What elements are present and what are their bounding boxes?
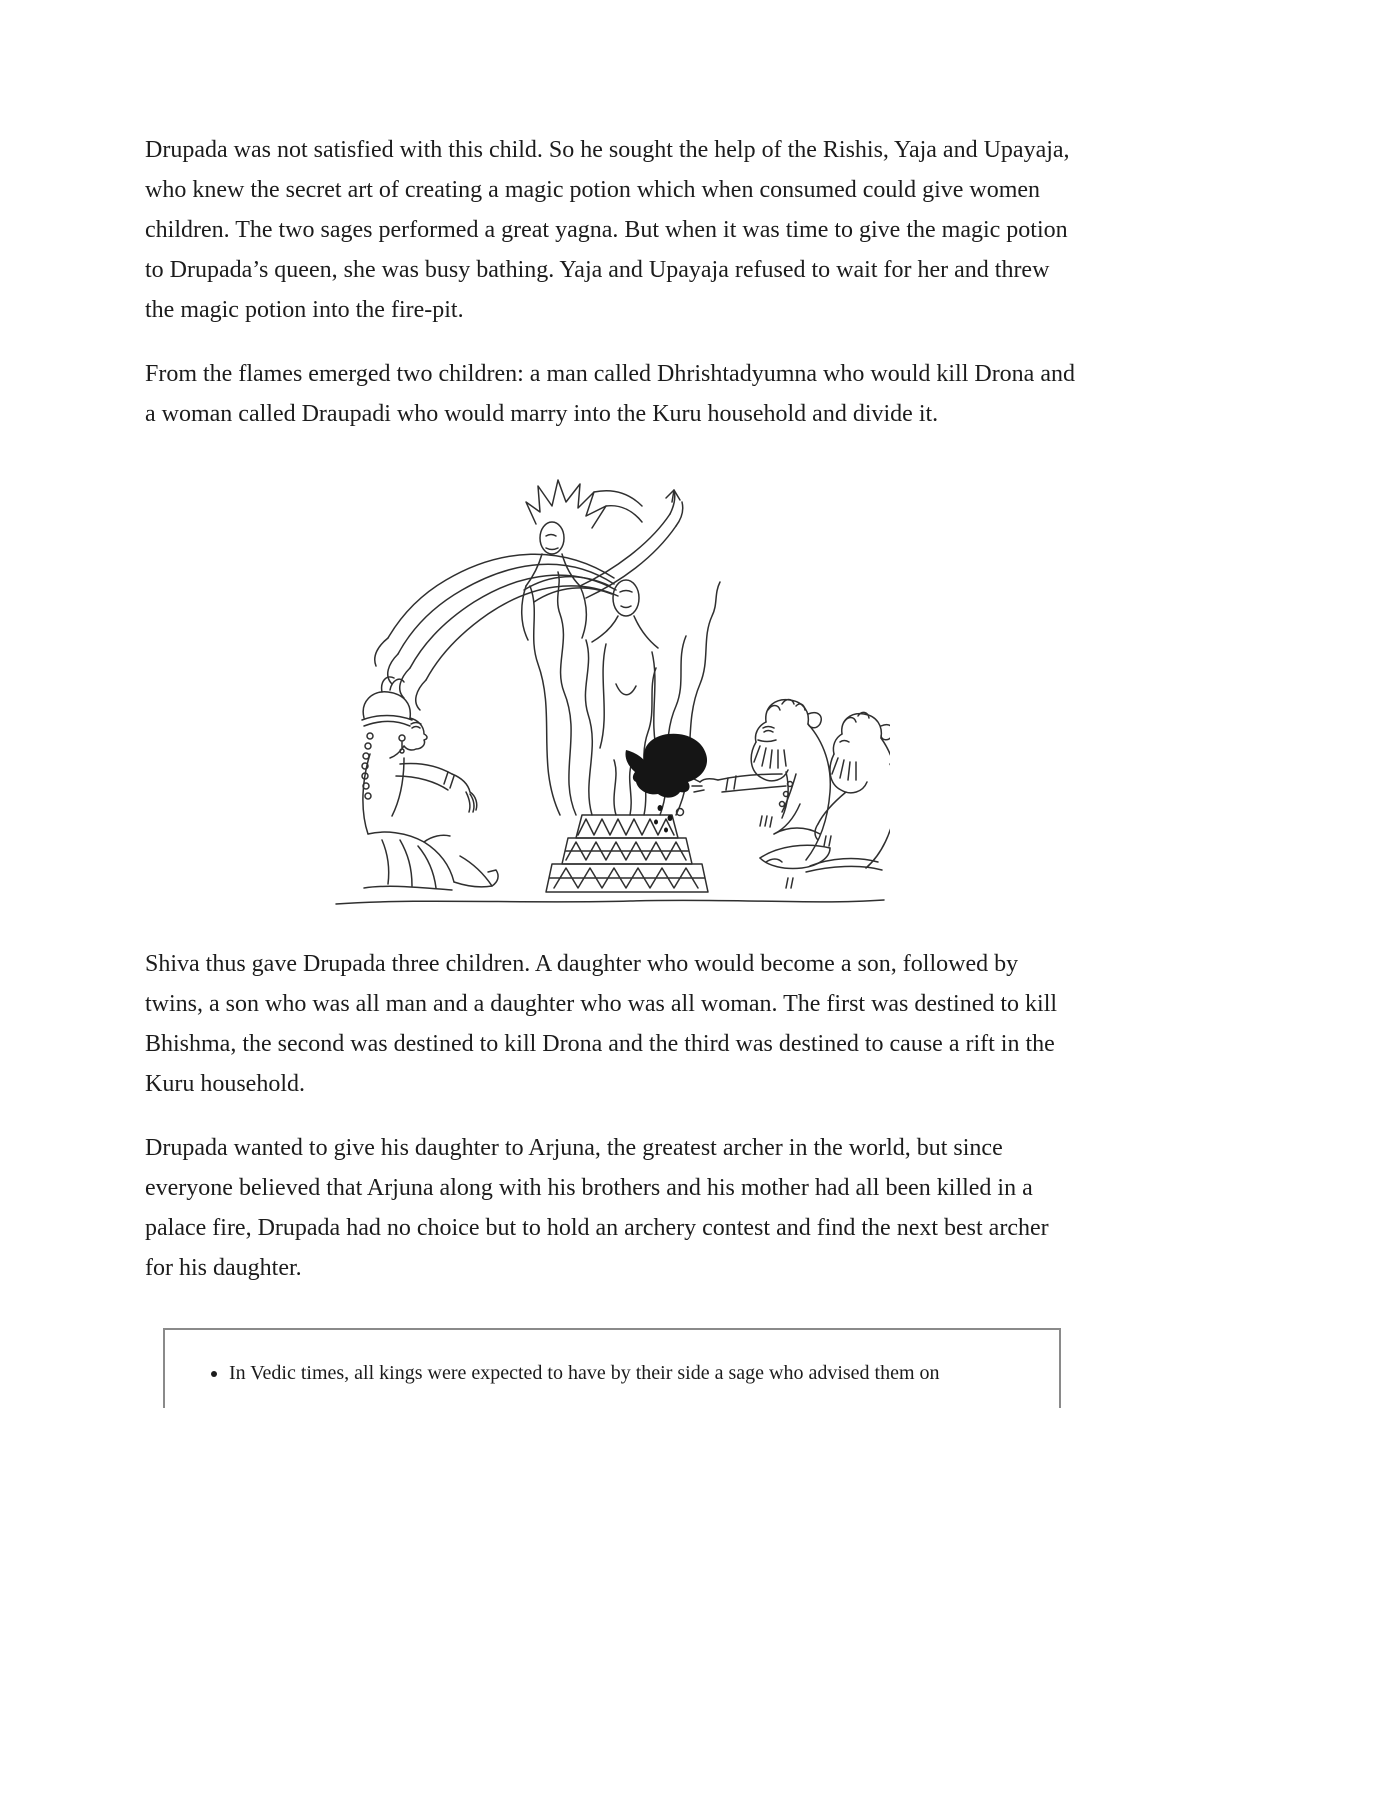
note-box	[163, 1328, 1061, 1408]
dark-hair-mass	[625, 734, 707, 798]
sage-upayaja	[842, 714, 882, 738]
ground-line	[336, 900, 884, 904]
sage-yaja	[766, 700, 809, 724]
note-list	[203, 1356, 1019, 1390]
illustration-figure	[330, 474, 890, 914]
paragraph: Drupada was not satisfied with this child. So he sought the help of the Rishis, Yaja and Upayaja, who knew the secret art of creating a magic potion which when consumed could give women children. The two sages performed a great yagna. But when it was time to give the magic potion to Drupada’s queen, she was busy bathing. Yaja and Upayaja refused to wait for her and threw the magic potion into the fire-pit.	[145, 137, 1070, 323]
dhrishtadyumna	[526, 480, 606, 528]
drupada	[363, 692, 410, 718]
paragraph: Shiva thus gave Drupada three children. A daughter who would become a son, followed by twins, a son who was all man and a daughter who was all woman. The first was destined to kill Bhishma, the second was destined to kill Drona and the third was destined to cause a rift in the Kuru household.	[145, 951, 1058, 1097]
flames	[558, 572, 576, 815]
falling-drops	[654, 805, 673, 833]
fire-sacrifice-illustration	[330, 474, 890, 914]
paragraph: From the flames emerged two children: a man called Dhrishtadyumna who would kill Drona and a woman called Draupadi who would marry into the Kuru household and divide it.	[145, 361, 1075, 427]
draupadi	[613, 580, 639, 616]
note-list-item: • In Vedic times, all kings were expected to have by their side a sage who advised them on	[229, 1356, 1019, 1390]
paragraph: Drupada wanted to give his daughter to Arjuna, the greatest archer in the world, but since everyone believed that Arjuna along with his brothers and his mother had all been killed in a palace fire, Drupada had no choice but to hold an archery contest and find the next best archer for his daughter.	[145, 1135, 1049, 1281]
